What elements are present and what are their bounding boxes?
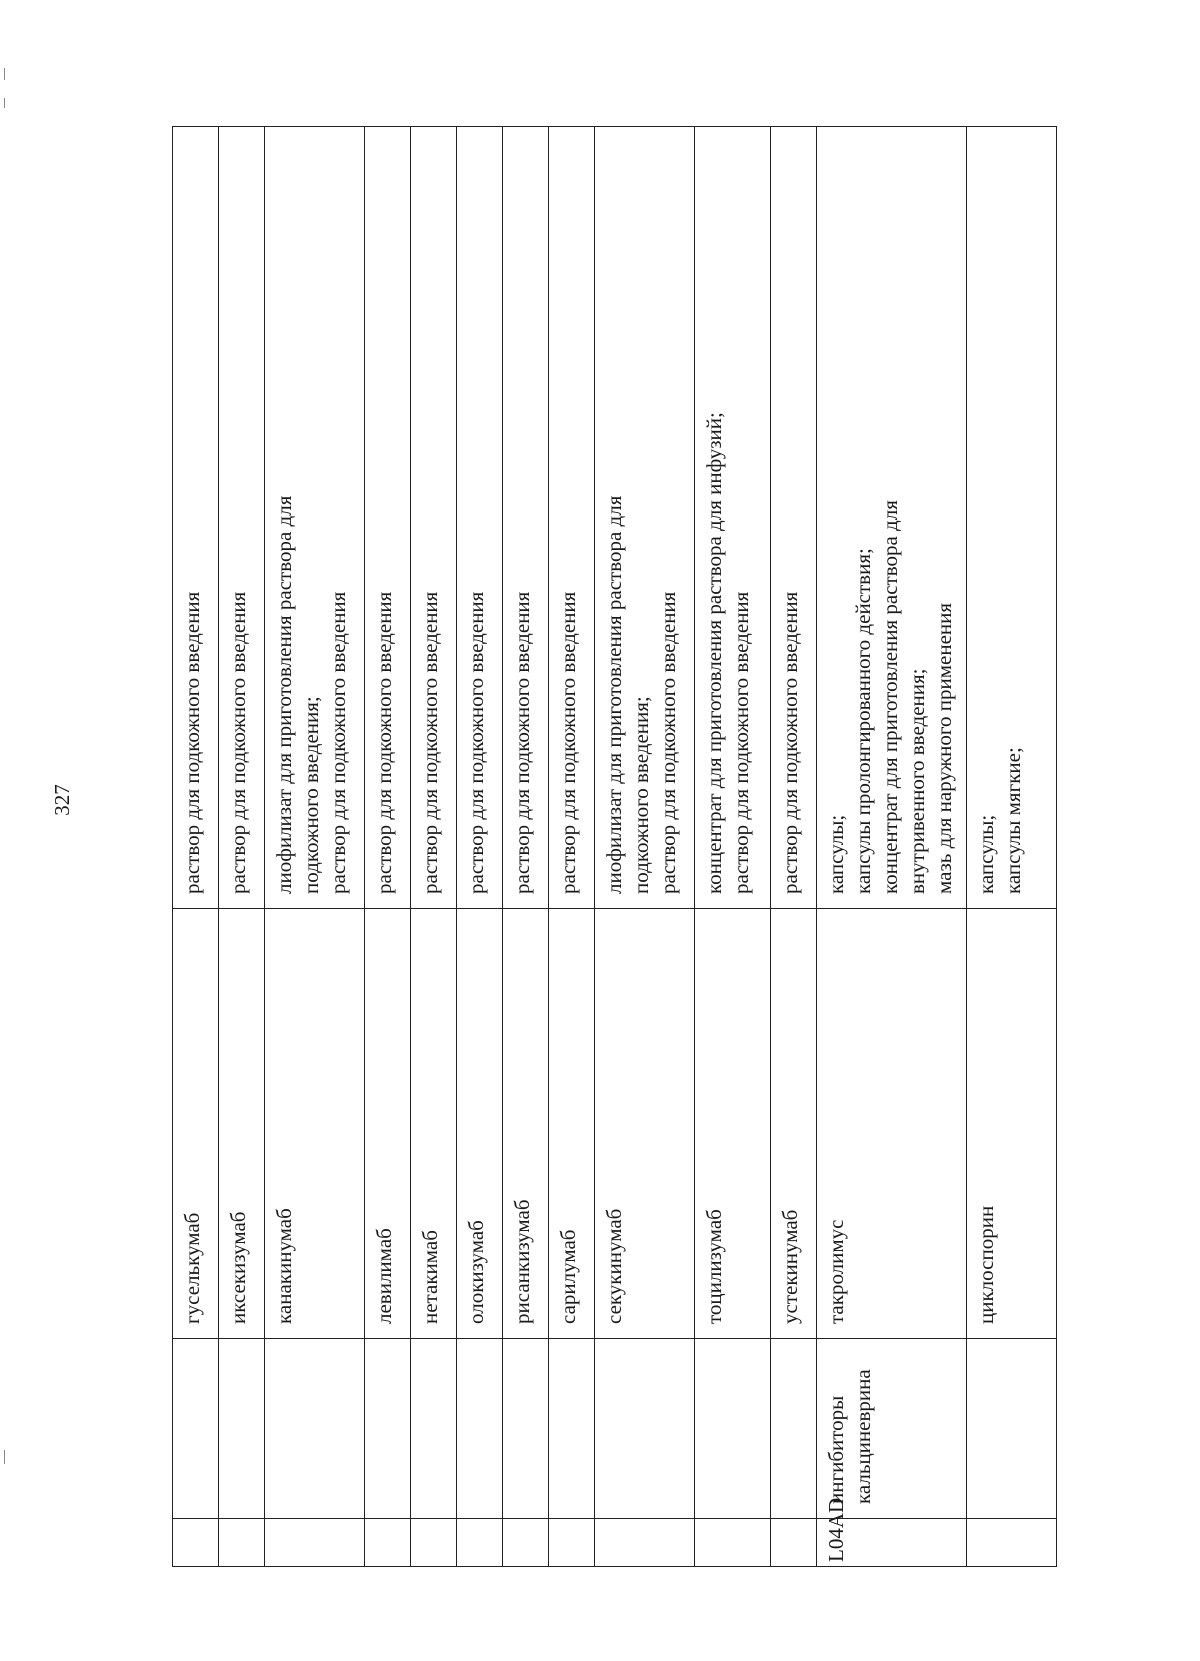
- atc-code-cell: [695, 1519, 771, 1567]
- rotated-table-container: [172, 127, 1092, 1567]
- dosage-form-cell: [365, 127, 411, 909]
- dosage-form-line: раствор для подкожного введения: [226, 591, 250, 894]
- table-row: [457, 127, 503, 1567]
- dosage-form-line: раствор для подкожного введения: [778, 591, 802, 894]
- atc-code-cell: [173, 1519, 219, 1567]
- drug-name-cell: иксекизумаб: [219, 909, 265, 1339]
- dosage-form-line: лиофилизат для приготовления раствора для: [272, 495, 296, 894]
- table-row: [967, 127, 1057, 1567]
- dosage-form-line: капсулы;: [974, 814, 998, 894]
- atc-code-cell: [595, 1519, 695, 1567]
- dosage-form-cell: [503, 127, 549, 909]
- drug-table: [172, 126, 1057, 1567]
- dosage-form-cell: [457, 127, 503, 909]
- atc-code-cell: [967, 1519, 1057, 1567]
- dosage-form-line: раствор для подкожного введения: [510, 591, 534, 894]
- table-row: [365, 127, 411, 1567]
- drug-name-cell: канакинумаб: [265, 909, 365, 1339]
- dosage-form-line: лиофилизат для приготовления раствора для: [602, 495, 626, 894]
- drug-name-cell: секукинумаб: [595, 909, 695, 1339]
- drug-name-cell: гуселькумаб: [173, 909, 219, 1339]
- atc-code-cell: L04AD: [817, 1519, 967, 1567]
- atc-code-cell: [503, 1519, 549, 1567]
- dosage-form-line: раствор для подкожного введения: [556, 591, 580, 894]
- dosage-form-cell: [549, 127, 595, 909]
- drug-name-cell: нетакимаб: [411, 909, 457, 1339]
- pharm-group-cell: [549, 1339, 595, 1519]
- atc-code-cell: [549, 1519, 595, 1567]
- dosage-form-line: раствор для подкожного введения: [464, 591, 488, 894]
- table-row: [265, 127, 365, 1567]
- dosage-form-line: капсулы мягкие;: [1001, 747, 1025, 894]
- dosage-form-cell: [967, 127, 1057, 909]
- atc-code-cell: [457, 1519, 503, 1567]
- table-body: [173, 127, 1057, 1567]
- page-number: 327: [50, 784, 74, 816]
- table-row: [771, 127, 817, 1567]
- pharm-group-cell: [411, 1339, 457, 1519]
- dosage-form-line: раствор для подкожного введения: [180, 591, 204, 894]
- table-row: [817, 127, 967, 1567]
- drug-name-cell: левилимаб: [365, 909, 411, 1339]
- dosage-form-line: раствор для подкожного введения: [418, 591, 442, 894]
- dosage-form-line: раствор для подкожного введения: [656, 591, 680, 894]
- table-row: [549, 127, 595, 1567]
- dosage-form-cell: [219, 127, 265, 909]
- dosage-form-line: подкожного введения;: [629, 696, 653, 894]
- drug-name-cell: рисанкизумаб: [503, 909, 549, 1339]
- pharm-group-cell: [457, 1339, 503, 1519]
- dosage-form-line: подкожного введения;: [299, 696, 323, 894]
- dosage-form-line: раствор для подкожного введения: [729, 591, 753, 894]
- pharm-group-cell: [967, 1339, 1057, 1519]
- atc-code-cell: [771, 1519, 817, 1567]
- dosage-form-line: раствор для подкожного введения: [372, 591, 396, 894]
- table-row: [173, 127, 219, 1567]
- scan-margin-marks: [0, 0, 10, 1661]
- dosage-form-line: мазь для наружного применения: [932, 602, 956, 894]
- pharm-group-cell: [219, 1339, 265, 1519]
- dosage-form-line: концентрат для приготовления раствора для инфузий;: [702, 412, 726, 894]
- drug-name-cell: тоцилизумаб: [695, 909, 771, 1339]
- table-row: [695, 127, 771, 1567]
- atc-code-cell: [411, 1519, 457, 1567]
- atc-code-cell: [219, 1519, 265, 1567]
- table-row: [411, 127, 457, 1567]
- atc-code-cell: [365, 1519, 411, 1567]
- pharm-group-cell: [595, 1339, 695, 1519]
- pharm-group-cell: [771, 1339, 817, 1519]
- pharm-group-cell: [695, 1339, 771, 1519]
- table-row: [503, 127, 549, 1567]
- table-row: [595, 127, 695, 1567]
- atc-code-cell: [265, 1519, 365, 1567]
- dosage-form-cell: [595, 127, 695, 909]
- dosage-form-line: капсулы;: [824, 814, 848, 894]
- drug-name-cell: сарилумаб: [549, 909, 595, 1339]
- dosage-form-cell: [817, 127, 967, 909]
- dosage-form-cell: [173, 127, 219, 909]
- dosage-form-cell: [695, 127, 771, 909]
- drug-name-cell: такролимус: [817, 909, 967, 1339]
- pharm-group-cell: ингибиторы кальциневрина: [817, 1339, 967, 1519]
- dosage-form-cell: [411, 127, 457, 909]
- drug-name-cell: циклоспорин: [967, 909, 1057, 1339]
- drug-name-cell: олокизумаб: [457, 909, 503, 1339]
- dosage-form-cell: [265, 127, 365, 909]
- pharm-group-cell: [503, 1339, 549, 1519]
- dosage-form-cell: [771, 127, 817, 909]
- table-row: [219, 127, 265, 1567]
- dosage-form-line: раствор для подкожного введения: [326, 591, 350, 894]
- pharm-group-cell: [173, 1339, 219, 1519]
- pharm-group-cell: [265, 1339, 365, 1519]
- dosage-form-line: внутривенного введения;: [905, 668, 929, 894]
- dosage-form-line: концентрат для приготовления раствора для: [878, 500, 902, 894]
- pharm-group-cell: [365, 1339, 411, 1519]
- drug-name-cell: устекинумаб: [771, 909, 817, 1339]
- dosage-form-line: капсулы пролонгированного действия;: [851, 548, 875, 894]
